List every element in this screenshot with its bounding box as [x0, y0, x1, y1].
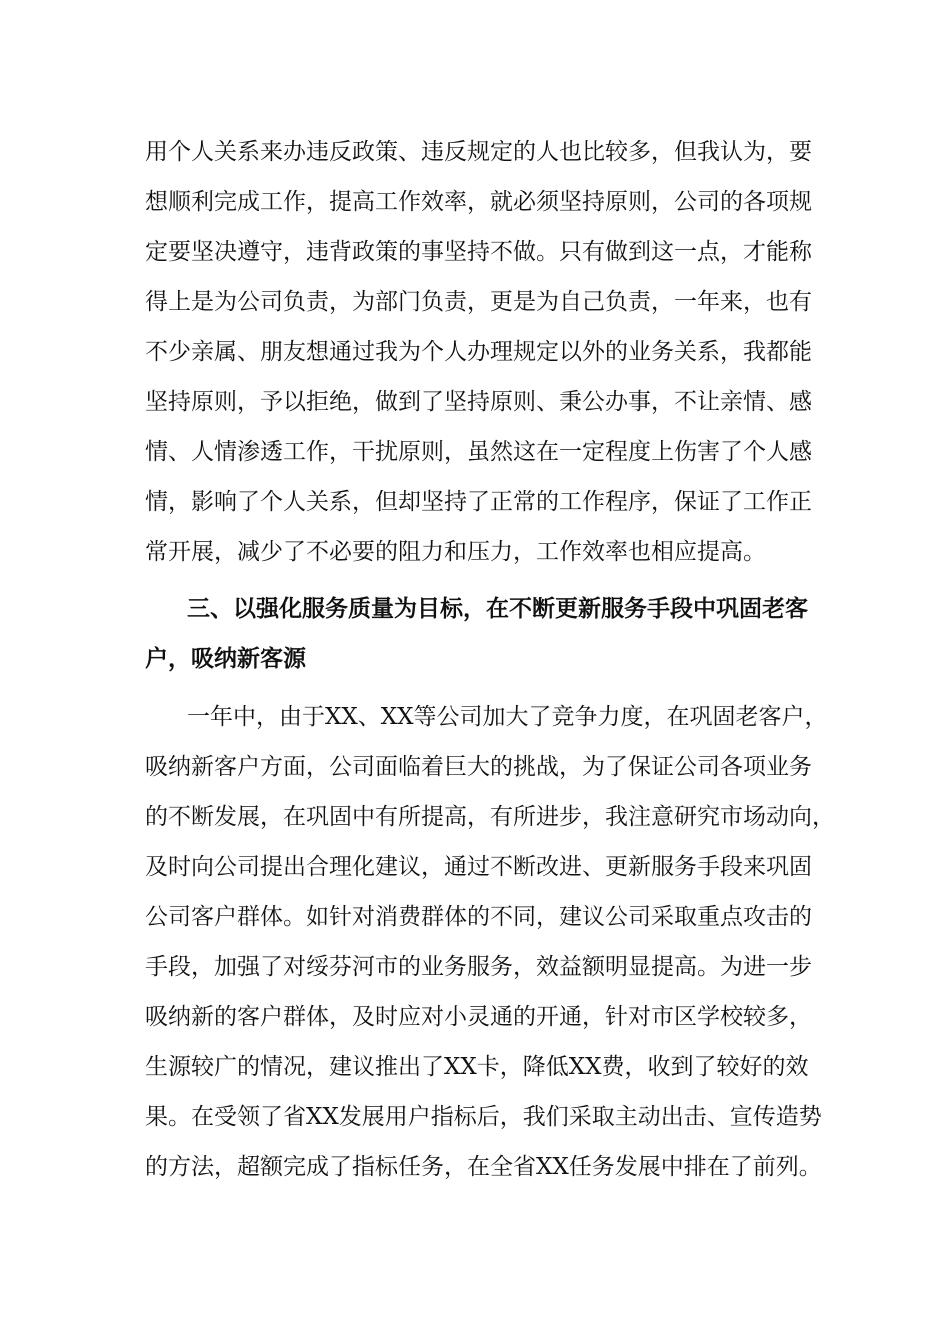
paragraph-line: 手段，加强了对绥芬河市的业务服务，效益额明显提高。为进一步: [145, 954, 812, 980]
paragraph-line: 坚持原则，予以拒绝，做到了坚持原则、秉公办事，不让亲情、感: [145, 389, 812, 415]
paragraph-line: 得上是为公司负责，为部门负责，更是为自己负责，一年来，也有: [145, 289, 812, 315]
paragraph-line: 的不断发展，在巩固中有所提高，有所进步，我注意研究市场动向，: [145, 804, 835, 830]
paragraph-line: 吸纳新的客户群体，及时应对小灵通的开通，针对市区学校较多，: [145, 1004, 812, 1030]
section-heading: 三、以强化服务质量为目标，在不断更新服务手段中巩固老客: [187, 596, 808, 622]
paragraph-line: 常开展，减少了不必要的阻力和压力，工作效率也相应提高。: [145, 539, 766, 565]
paragraph-line: 不少亲属、朋友想通过我为个人办理规定以外的业务关系，我都能: [145, 339, 812, 365]
paragraph-line: 吸纳新客户方面，公司面临着巨大的挑战，为了保证公司各项业务: [145, 754, 812, 780]
paragraph-line: 用个人关系来办违反政策、违反规定的人也比较多，但我认为，要: [145, 139, 812, 165]
paragraph-line: 果。在受领了省XX发展用户指标后，我们采取主动出击、宣传造势: [145, 1104, 822, 1130]
paragraph-line: 一年中，由于XX、XX等公司加大了竞争力度，在巩固老客户，: [187, 704, 828, 730]
paragraph-line: 及时向公司提出合理化建议，通过不断改进、更新服务手段来巩固: [145, 854, 812, 880]
paragraph-line: 定要坚决遵守，违背政策的事坚持不做。只有做到这一点，才能称: [145, 239, 812, 265]
paragraph-line: 想顺利完成工作，提高工作效率，就必须坚持原则，公司的各项规: [145, 189, 812, 215]
paragraph-line: 情，影响了个人关系，但却坚持了正常的工作程序，保证了工作正: [145, 489, 812, 515]
paragraph-line: 生源较广的情况，建议推出了XX卡，降低XX费，收到了较好的效: [145, 1054, 809, 1080]
section-heading: 户，吸纳新客源: [145, 646, 306, 672]
paragraph-line: 公司客户群体。如针对消费群体的不同，建议公司采取重点攻击的: [145, 904, 812, 930]
paragraph-line: 的方法，超额完成了指标任务，在全省XX任务发展中排在了前列。: [145, 1154, 822, 1180]
paragraph-line: 情、人情渗透工作，干扰原则，虽然这在一定程度上伤害了个人感: [145, 439, 812, 465]
